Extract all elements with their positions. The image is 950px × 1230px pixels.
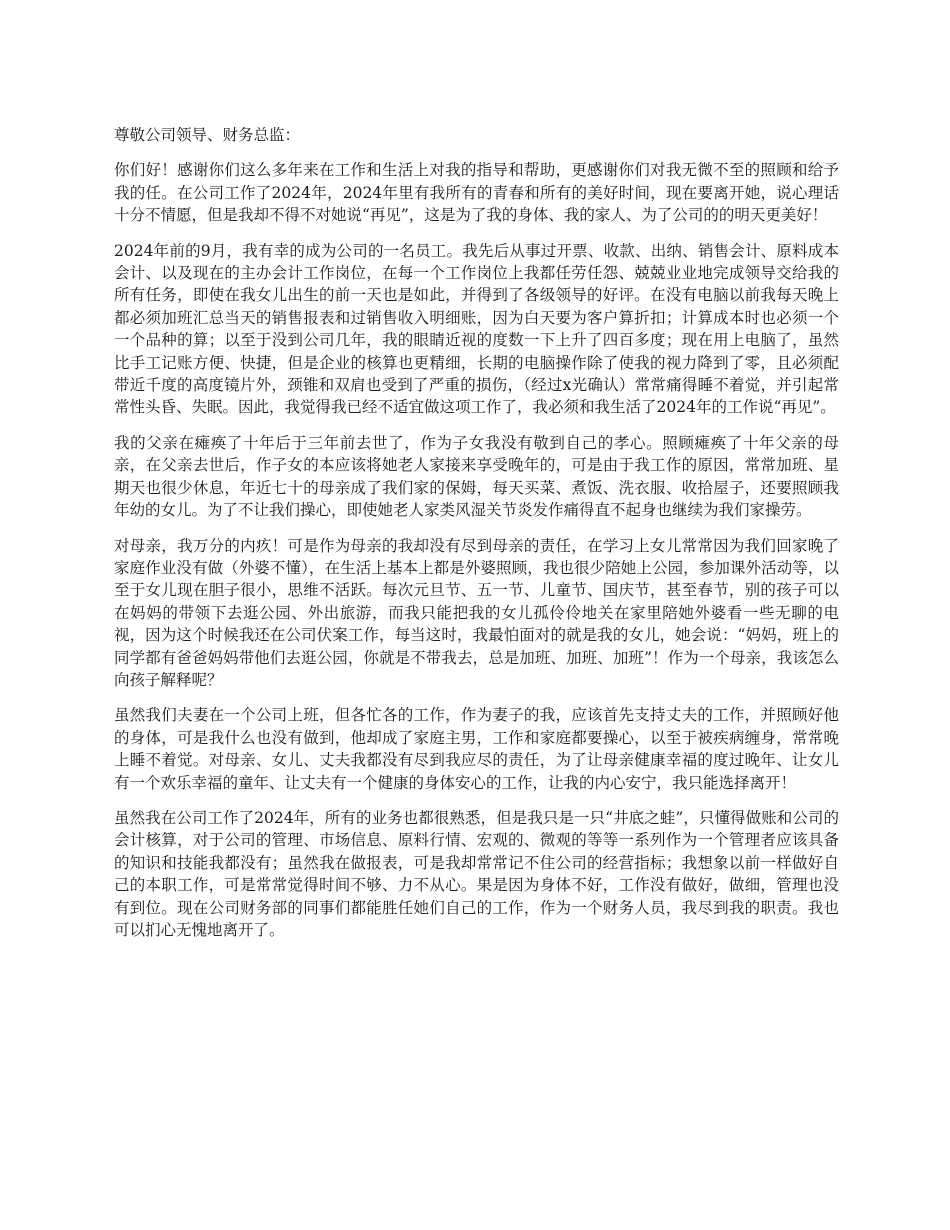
letter-paragraph-6: 虽然我在公司工作了2024年，所有的业务也都很熟悉，但是我只是一只“井底之蛙”，只懂得做账和公司的会计核算，对于公司的管理、市场信息、原料行情、宏观的、微观的等等一系列作为一个管理者应该具备的知识和技能我都没有；虽然我在做报表，可是我却常常记不住公司的经营指标；我想象以前一样做好自己的本职工作，可是常常觉得时间不够、力不从心。果是因为身体不好，工作没有做好，做细，管理也没有到位。现在公司财务部的同事们都能胜任她们自己的工作，作为一个财务人员，我尽到我的职责。我也可以扪心无愧地离开了。 <box>114 808 839 939</box>
letter-paragraph-4: 对母亲，我万分的内疚！可是作为母亲的我却没有尽到母亲的责任，在学习上女儿常常因为我们回家晚了家庭作业没有做（外婆不懂），在生活上基本上都是外婆照顾，我也很少陪她上公园，参加课外活动等，以至于女儿现在胆子很小，思维不活跃。每次元旦节、五一节、儿童节、国庆节，甚至春节，别的孩子可以在妈妈的带领下去逛公园、外出旅游，而我只能把我的女儿孤伶伶地关在家里陪她外婆看一些无聊的电视，因为这个时候我还在公司伏案工作，每当这时，我最怕面对的就是我的女儿，她会说：“妈妈，班上的同学都有爸爸妈妈带他们去逛公园，你就是不带我去，总是加班、加班、加班”！作为一个母亲，我该怎么向孩子解释呢？ <box>114 536 839 689</box>
letter-greeting: 尊敬公司领导、财务总监： <box>114 126 301 144</box>
letter-paragraph-5: 虽然我们夫妻在一个公司上班，但各忙各的工作，作为妻子的我，应该首先支持丈夫的工作，并照顾好他的身体，可是我什么也没有做到，他却成了家庭主男，工作和家庭都要操心，以至于被疾病缠身，常常晚上睡不着觉。对母亲、女儿、丈夫我都没有尽到我应尽的责任，为了让母亲健康幸福的度过晚年、让女儿有一个欢乐幸福的童年、让丈夫有一个健康的身体安心的工作，让我的内心安宁，我只能选择离开！ <box>114 706 839 792</box>
letter-paragraph-2: 2024年前的9月，我有幸的成为公司的一名员工。我先后从事过开票、收款、出纳、销售会计、原料成本会计、以及现在的主办会计工作岗位，在每一个工作岗位上我都任劳任怨、兢兢业业地完成领导交给我的所有任务，即使在我女儿出生的前一天也是如此，并得到了各级领导的好评。在没有电脑以前我每天晚上都必须加班汇总当天的销售报表和过销售收入明细账，因为白天要为客户算折扣；计算成本时也必须一个一个品种的算；以至于没到公司几年，我的眼睛近视的度数一下上升了四百多度；现在用上电脑了，虽然比手工记账方便、快捷，但是企业的核算也更精细，长期的电脑操作除了使我的视力降到了零，且必须配带近千度的高度镜片外，颈锥和双肩也受到了严重的损伤，（经过x光确认）常常痛得睡不着觉，并引起常常性头昏、失眠。因此，我觉得我已经不适宜做这项工作了，我必须和我生活了2024年的工作说“再见”。 <box>114 241 839 417</box>
letter-page <box>114 124 839 954</box>
letter-paragraph-1: 你们好！感谢你们这么多年来在工作和生活上对我的指导和帮助，更感谢你们对我无微不至的照顾和给予我的任。在公司工作了2024年，2024年里有我所有的青春和所有的美好时间，现在要离开她，说心理话十分不情愿，但是我却不得不对她说“再见”，这是为了我的身体、我的家人、为了公司的的明天更美好！ <box>114 161 839 225</box>
letter-paragraph-3: 我的父亲在瘫痪了十年后于三年前去世了，作为子女我没有敬到自己的孝心。照顾瘫痪了十年父亲的母亲，在父亲去世后，作子女的本应该将她老人家接来享受晚年的，可是由于我工作的原因，常常加班、星期天也很少休息，年近七十的母亲成了我们家的保姆，每天买菜、煮饭、洗衣服、收拾屋子，还要照顾我年幼的女儿。为了不让我们操心，即使她老人家类风湿关节炎发作痛得直不起身也继续为我们家操劳。 <box>114 433 839 520</box>
